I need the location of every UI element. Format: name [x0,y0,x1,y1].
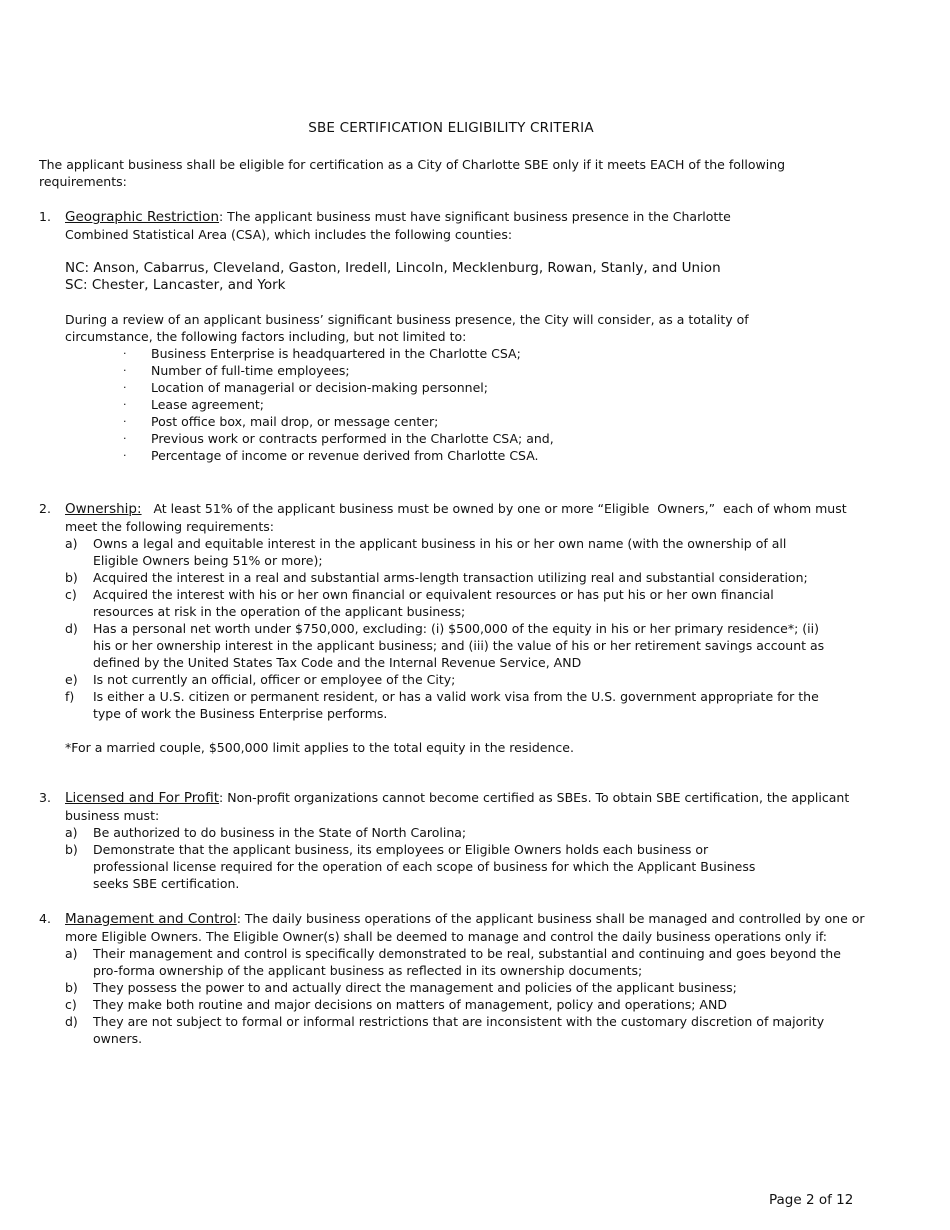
ownership-requirements-list [65,535,835,722]
list-item: c) Acquired the interest with his or her own financial or equivalent resources or has put his or her own financial resources at risk in the operation of the applicant business; [65,587,774,619]
factors-list [65,345,765,464]
list-item: · Lease agreement; [123,397,265,412]
page-title: SBE CERTIFICATION ELIGIBILITY CRITERIA [308,120,594,136]
section-number: 2. [39,501,51,516]
list-item: b) They possess the power to and actually direct the management and policies of the applicant business; [65,980,737,995]
list-item: · Previous work or contracts performed in the Charlotte CSA; and, [123,431,554,446]
intro-paragraph: The applicant business shall be eligible for certification as a City of Charlotte SBE only if it meets EACH of the following requirements: [39,157,786,189]
list-item: · Percentage of income or revenue derived from Charlotte CSA. [123,448,539,463]
bullet-icon: · [123,398,127,411]
section-heading: Geographic Restriction [65,209,219,225]
license-requirements-list [65,824,785,892]
section-heading: Management and Control [65,911,237,927]
nc-counties: NC: Anson, Cabarrus, Cleveland, Gaston, Iredell, Lincoln, Mecklenburg, Rowan, Stanly, and Union [65,260,721,276]
section-number: 4. [39,911,51,926]
list-item: f) Is either a U.S. citizen or permanent resident, or has a valid work visa from the U.S. government appropriate for the type of work the Business Enterprise performs. [65,689,819,721]
section-heading: Ownership: [65,501,142,517]
page-number: Page 2 of 12 [769,1192,854,1208]
list-item: b) Acquired the interest in a real and substantial arms-length transaction utilizing real and substantial consideration; [65,570,808,585]
management-requirements-list [65,945,855,1047]
bullet-icon: · [123,347,127,360]
list-item: · Post office box, mail drop, or message center; [123,414,439,429]
factors-intro: During a review of an applicant business’ significant business presence, the City will consider, as a totality of circumstance, the following factors including, but not limited to: [65,312,749,344]
section-ownership [39,500,869,756]
list-item: · Location of managerial or decision-making personnel; [123,380,488,395]
bullet-icon: · [123,449,127,462]
list-item: · Business Enterprise is headquartered in the Charlotte CSA; [123,346,521,361]
list-item: d) Has a personal net worth under $750,000, excluding: (i) $500,000 of the equity in his or her primary residence*; (ii) his or her ownership interest in the applicant business; and (iii) the value of his or her retirement savings account as defined by the United States Tax Code and the Internal Revenue Service, AND [65,621,825,670]
bullet-icon: · [123,432,127,445]
section-licensed-for-profit [39,789,869,892]
list-item: e) Is not currently an official, officer or employee of the City; [65,672,456,687]
sc-counties: SC: Chester, Lancaster, and York [65,277,286,293]
list-item: a) Be authorized to do business in the State of North Carolina; [65,825,467,840]
section-text: : The daily business operations of the applicant business shall be managed and controlled by one or more Eligible Owners. The Eligible Owner(s) shall be deemed to manage and control the daily business operations only if: [65,911,865,944]
section-management-control [39,910,869,1047]
married-couple-note: *For a married couple, $500,000 limit applies to the total equity in the residence. [65,740,574,755]
section-geographic-restriction [39,208,869,464]
list-item: c) They make both routine and major decisions on matters of management, policy and operations; AND [65,997,727,1012]
bullet-icon: · [123,415,127,428]
bullet-icon: · [123,364,127,377]
section-number: 3. [39,790,51,805]
section-text: : The applicant business must have significant business presence in the Charlotte Combined Statistical Area (CSA), which includes the following counties: [65,209,731,242]
list-item: a) Their management and control is specifically demonstrated to be real, substantial and continuing and goes beyond the pro-forma ownership of the applicant business as reflected in its ownership documents; [65,946,841,978]
list-item: d) They are not subject to formal or informal restrictions that are inconsistent with the customary discretion of majority owners. [65,1014,825,1046]
list-item: b) Demonstrate that the applicant business, its employees or Eligible Owners holds each business or professional license required for the operation of each scope of business for which the Applicant Business seeks SBE certification. [65,842,756,891]
list-item: · Number of full-time employees; [123,363,350,378]
section-text: At least 51% of the applicant business must be owned by one or more “Eligible Owners,” each of whom must meet the following requirements: [65,501,851,534]
bullet-icon: · [123,381,127,394]
section-number: 1. [39,209,51,224]
section-text: : Non-profit organizations cannot become certified as SBEs. To obtain SBE certification, the applicant business must: [65,790,850,823]
section-heading: Licensed and For Profit [65,790,220,806]
list-item: a) Owns a legal and equitable interest in the applicant business in his or her own name (with the ownership of all Eligible Owners being 51% or more); [65,536,787,568]
